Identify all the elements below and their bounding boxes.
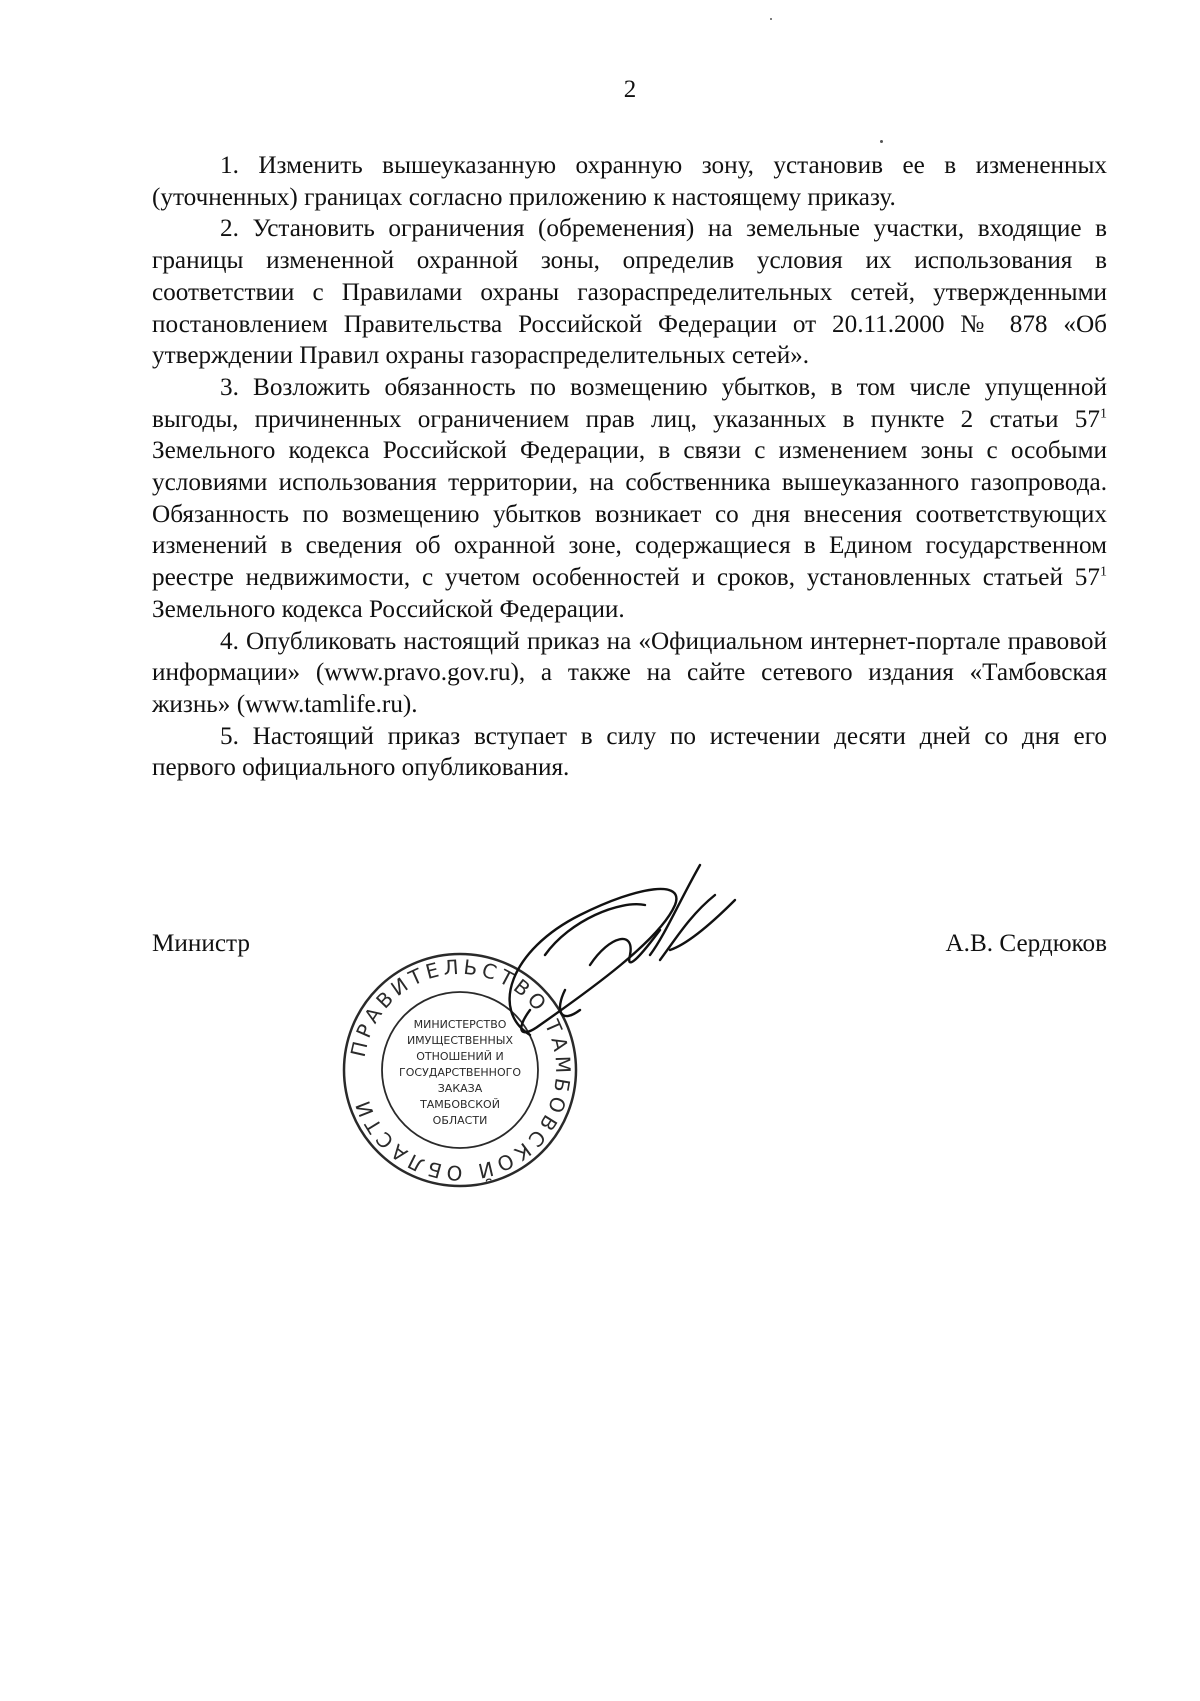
paragraph-3-part-c: Земельного кодекса Российской Федерации. (152, 595, 625, 623)
paragraph-3-part-b: Земельного кодекса Российской Федерации, в связи с изменением зоны с особыми условиями использования территории, на собственника вышеуказанного газопровода. Обязанность по возмещению убытков возникает со дня внесения соответствующих изменений в сведения об охранной зоне, содержащиеся в Едином государственном реестре недвижимости, с учетом особенностей и сроков, установленных статьей 57 (152, 437, 1107, 592)
handwritten-signature-icon (470, 860, 740, 1050)
paragraph-2: 2. Установить ограничения (обременения) на земельные участки, входящие в границы измененной охранной зоны, определив условия их использования в соответствии с Правилами охраны газораспределительных сетей, утвержденными постановлением Правительства Российской Федерации от 20.11.2000 № 878 «Об утверждении Правил охраны газораспределительных сетей». (152, 215, 1107, 370)
superscript: 1 (1100, 406, 1107, 422)
paragraph-5: 5. Настоящий приказ вступает в силу по истечении десяти дней со дня его первого официального опубликования. (152, 722, 1107, 782)
svg-text:ИМУЩЕСТВЕННЫХ: ИМУЩЕСТВЕННЫХ (406, 1034, 514, 1047)
svg-text:ТАМБОВСКОЙ: ТАМБОВСКОЙ (420, 1098, 500, 1111)
paragraph-4: 4. Опубликовать настоящий приказ на «Официальном интернет-портале правовой информации» (www.pravo.gov.ru), а также на сайте сетевого издания «Тамбовская жизнь» (www.tamlife.ru). (152, 627, 1107, 718)
paragraph-1: 1. Изменить вышеуказанную охранную зону, установив ее в измененных (уточненных) границах согласно приложению к настоящему приказу. (152, 152, 1107, 211)
document-body (152, 150, 1107, 784)
svg-text:ПРАВИТЕЛЬСТВО ТАМБОВСКОЙ ОБЛАС: ПРАВИТЕЛЬСТВО ТАМБОВСКОЙ ОБЛАСТИ (345, 954, 576, 1186)
superscript: 1 (1100, 564, 1107, 580)
paragraph-3 (152, 372, 1107, 626)
svg-text:ОБЛАСТИ: ОБЛАСТИ (432, 1114, 488, 1127)
svg-text:МИНИСТЕРСТВО: МИНИСТЕРСТВО (413, 1018, 507, 1031)
signer-title: Министр (152, 930, 250, 957)
page-number: 2 (623, 76, 637, 103)
signer-name: А.В. Сердюков (945, 930, 1107, 957)
svg-text:ОТНОШЕНИЙ И: ОТНОШЕНИЙ И (416, 1050, 504, 1063)
speck (880, 140, 883, 143)
paragraph-3-part-a: 3. Возложить обязанность по возмещению убытков, в том числе упущенной выгоды, причиненных ограничением прав лиц, указанных в пункте 2 статьи 57 (152, 373, 1107, 433)
speck (770, 18, 772, 20)
svg-text:ГОСУДАРСТВЕННОГО: ГОСУДАРСТВЕННОГО (399, 1066, 521, 1079)
svg-text:ЗАКАЗА: ЗАКАЗА (437, 1082, 483, 1095)
